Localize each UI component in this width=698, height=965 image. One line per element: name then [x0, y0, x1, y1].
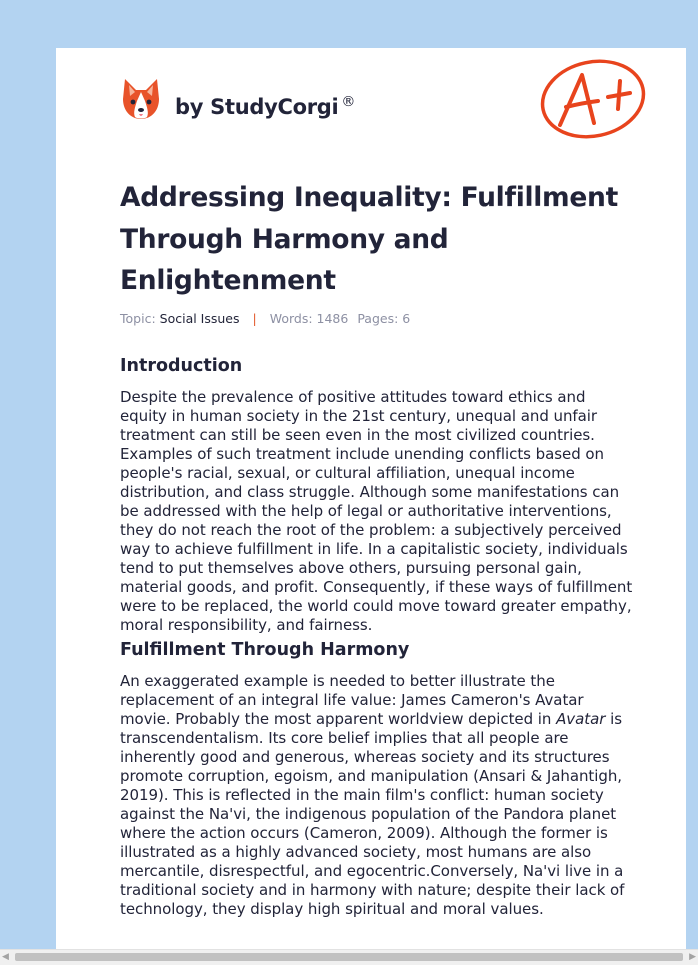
topic-label: Topic:: [120, 311, 156, 326]
section-heading-introduction: Introduction: [120, 356, 243, 376]
avatar-emphasis: Avatar: [556, 710, 606, 728]
scroll-left-icon[interactable]: ◀: [2, 952, 9, 962]
essay-body: [120, 353, 634, 919]
corgi-logo-icon: [121, 77, 161, 121]
essay-title: Addressing Inequality: Fulfillment Through Harmony and Enlightenment: [120, 182, 618, 296]
brand-name: by StudyCorgi ®: [175, 93, 356, 119]
page-count: Pages: 6: [357, 311, 411, 326]
document-page: [56, 48, 686, 950]
horizontal-scrollbar[interactable]: [0, 949, 698, 965]
section-heading-harmony: Fulfillment Through Harmony: [120, 640, 410, 660]
grade-a-plus-badge: [538, 59, 648, 139]
essay-meta: [120, 311, 410, 326]
word-count: Words: 1486: [269, 311, 349, 326]
harmony-paragraph: An exaggerated example is needed to better illustrate the replacement of an integral life value: James Cameron's Avatar movie. Probably the most apparent worldview depicted in Avatar is transcendentalism. Its core belief implies that all people are inherently good and generous, whereas society and its structures promote corruption, egoism, and manipulation (Ansari & Jahantigh, 2019). This is reflected in the main film's conflict: human society against the Na'vi, the indigenous population of the Pandora planet where the action occurs (Cameron, 2009). Although the former is illustrated as a highly advanced society, most humans are also mercantile, disrespectful, and egocentric.Conversely, Na'vi live in a traditional society and in harmony with nature; despite their lack of technology, they display high spiritual and moral values.: [120, 672, 625, 918]
scroll-right-icon[interactable]: ▶: [689, 952, 696, 962]
scrollbar-thumb[interactable]: [15, 953, 683, 961]
brand-header[interactable]: [121, 76, 355, 122]
introduction-paragraph: Despite the prevalence of positive attitudes toward ethics and equity in human society in the 21st century, unequal and unfair treatment can still be seen even in the most civilized countries. Examples of such treatment include unending conflicts based on people's racial, sexual, or cultural affiliation, unequal income distribution, and class struggle. Although some manifestations can be addressed with the help of legal or authoritative interventions, they do not reach the root of the problem: a subjectively perceived way to achieve fulfillment in life. In a capitalistic society, individuals tend to put themselves above others, pursuing personal gain, material goods, and profit. Consequently, if these ways of fulfillment were to be replaced, the world could move toward greater empathy, moral responsibility, and fairness.: [120, 388, 633, 634]
meta-separator: |: [252, 311, 257, 326]
topic-link[interactable]: Social Issues: [159, 311, 240, 326]
